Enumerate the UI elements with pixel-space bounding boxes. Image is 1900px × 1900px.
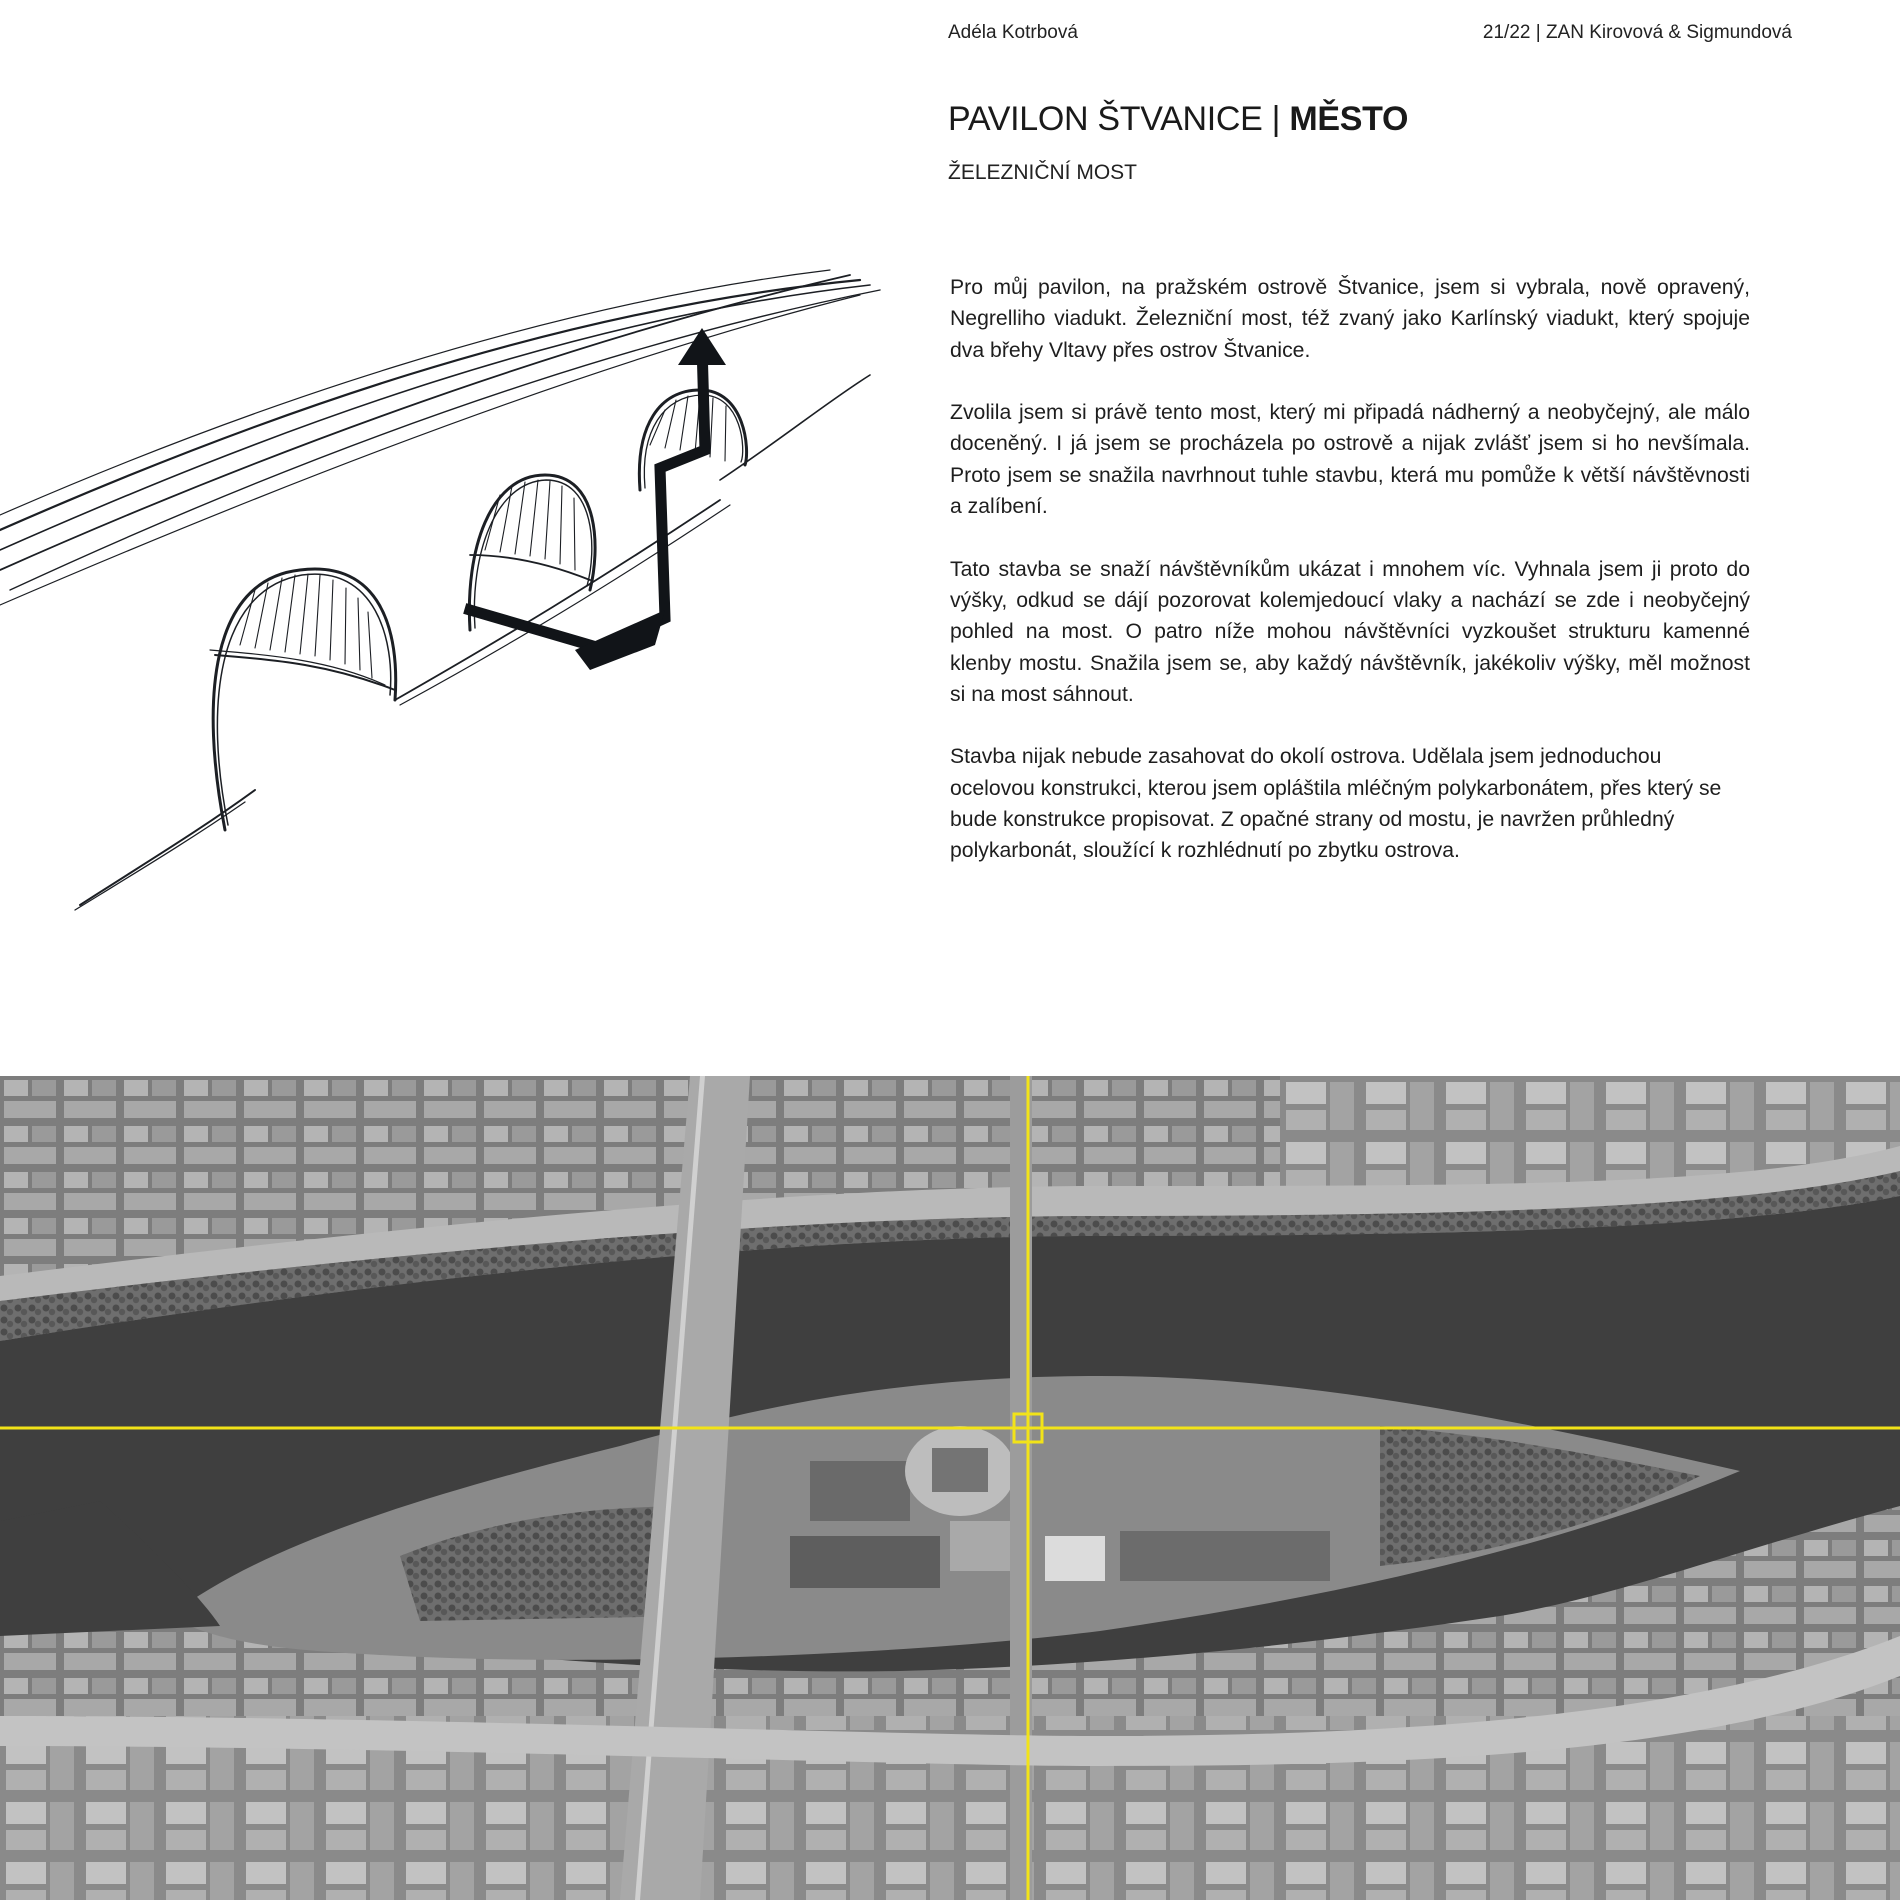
paragraph-1: Pro můj pavilon, na pražském ostrově Štvanice, jsem si vybrala, nově opravený, Negrelliho viadukt. Železniční most, též zvaný jako Karlínský viadukt, který spojuje dva břehy Vltavy přes ostrov Štvanice. [950,276,1750,362]
page-title [948,100,1408,139]
description-text [950,272,1750,898]
paragraph-2: Zvolila jsem si právě tento most, který mi připadá nádherný a neobyčejný, ale málo doceněný. I já jsem se procházela po ostrově a nijak zvlášť jsem si ho nevšímala. Proto jsem se snažila navrhnout tuhle stavbu, která mu pomůže k větší návštěvnosti a zalíbení. [950,401,1750,519]
page-subtitle: ŽELEZNIČNÍ MOST [948,161,1138,184]
bridge-sketch [0,250,900,930]
aerial-map-image [0,1076,1900,1900]
course-info: 21/22 | ZAN Kirovová & Sigmundová [1482,22,1792,43]
author-name: Adéla Kotrbová [948,22,1078,43]
paragraph-3: Tato stavba se snaží návštěvníkům ukázat i mnohem víc. Vyhnala jsem ji proto do výšky, odkud se dájí pozorovat kolemjedoucí vlaky a nachází se zde i neobyčejný pohled na most. O patro níže mohou návštěvníci vyzkoušet strukturu kamenné klenby mostu. Snažila jsem se, aby každý návštěvník, jakékoliv výšky, měl možnost si na most sáhnout. [950,557,1750,706]
title-bold: MĚSTO [1289,100,1409,138]
aerial-map [0,1076,1900,1900]
title-regular: PAVILON ŠTVANICE | [948,100,1290,138]
paragraph-4: Stavba nijak nebude zasahovat do okolí ostrova. Udělala jsem jednoduchou ocelovou konstrukci, kterou jsem opláštila mléčným polykarbonátem, přes který se bude konstrukce propisovat. Z opačné strany od mostu, je navržen průhledný polykarbonát, sloužící k rozhlédnutí po zbytku ostrova. [950,745,1722,863]
